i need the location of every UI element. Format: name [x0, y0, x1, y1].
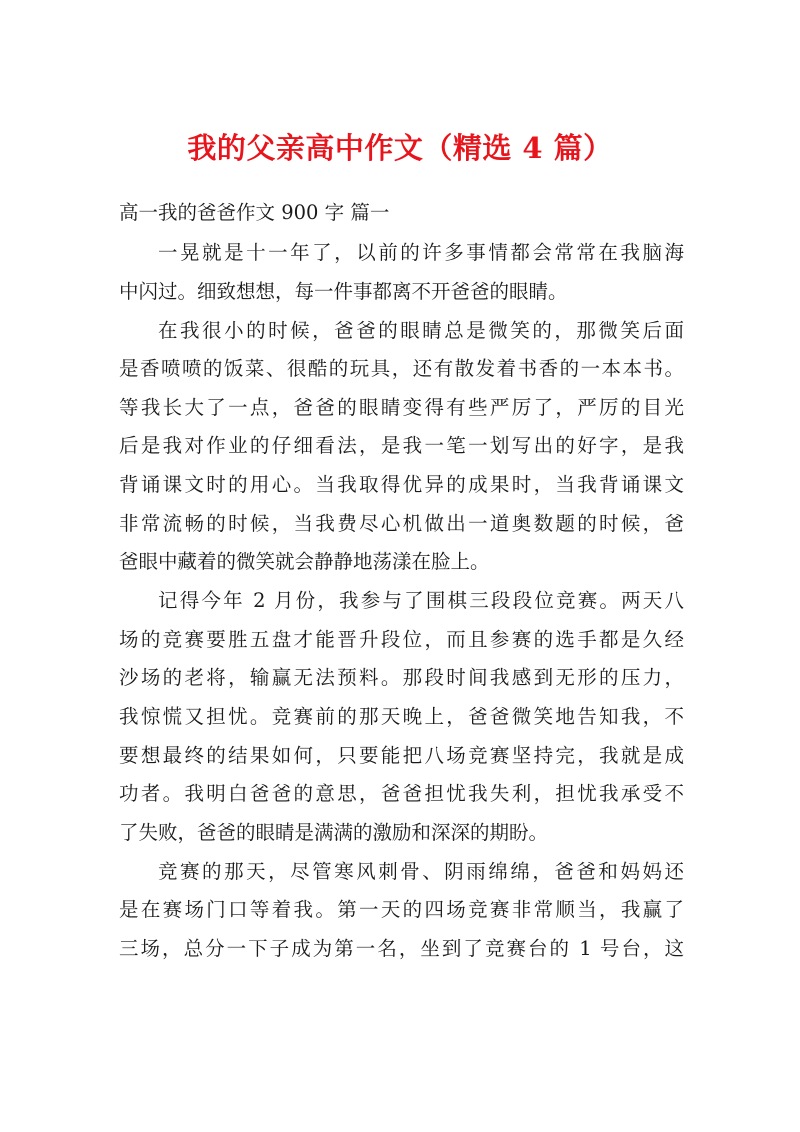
text-line: 记得今年 2 月份，我参与了围棋三段段位竞赛。两天八 [158, 589, 684, 613]
body-text [119, 234, 684, 969]
text-line: 沙场的老将，输赢无法预料。那段时间我感到无形的压力， [119, 666, 684, 690]
paragraph [119, 234, 684, 311]
paragraph [119, 312, 684, 582]
text-line: 三场，总分一下子成为第一名，坐到了竞赛台的 1 号台，这 [119, 936, 684, 960]
text-line: 后是我对作业的仔细看法，是我一笔一划写出的好字，是我 [119, 434, 684, 458]
text-line: 功者。我明白爸爸的意思，爸爸担忧我失利，担忧我承受不 [119, 782, 684, 806]
section-heading: 高一我的爸爸作文 900 字 篇一 [119, 201, 390, 224]
text-line: 了失败，爸爸的眼睛是满满的激励和深深的期盼。 [119, 820, 549, 844]
document-title: 我的父亲高中作文（精选 4 篇） [187, 131, 613, 165]
paragraph [119, 582, 684, 852]
text-line: 要想最终的结果如何，只要能把八场竞赛坚持完，我就是成 [119, 743, 684, 767]
text-line: 是香喷喷的饭菜、很酷的玩具，还有散发着书香的一本本书。 [119, 357, 684, 381]
text-line: 背诵课文时的用心。当我取得优异的成果时，当我背诵课文 [119, 472, 684, 496]
text-line: 竞赛的那天，尽管寒风刺骨、阴雨绵绵，爸爸和妈妈还 [158, 859, 684, 883]
text-line: 等我长大了一点，爸爸的眼睛变得有些严厉了，严厉的目光 [119, 395, 684, 419]
text-line: 场的竞赛要胜五盘才能晋升段位，而且参赛的选手都是久经 [119, 627, 684, 651]
text-line: 我惊慌又担忧。竞赛前的那天晚上，爸爸微笑地告知我，不 [119, 704, 684, 728]
text-line: 爸眼中藏着的微笑就会静静地荡漾在脸上。 [119, 550, 490, 574]
text-line: 在我很小的时候，爸爸的眼睛总是微笑的，那微笑后面 [158, 318, 684, 342]
text-line: 一晃就是十一年了，以前的许多事情都会常常在我脑海 [158, 241, 684, 264]
text-line: 是在赛场门口等着我。第一天的四场竞赛非常顺当，我赢了 [119, 898, 684, 922]
text-line: 非常流畅的时候，当我费尽心机做出一道奥数题的时候，爸 [119, 511, 684, 535]
paragraph [119, 853, 684, 969]
text-line: 中闪过。细致想想，每一件事都离不开爸爸的眼睛。 [119, 279, 568, 303]
